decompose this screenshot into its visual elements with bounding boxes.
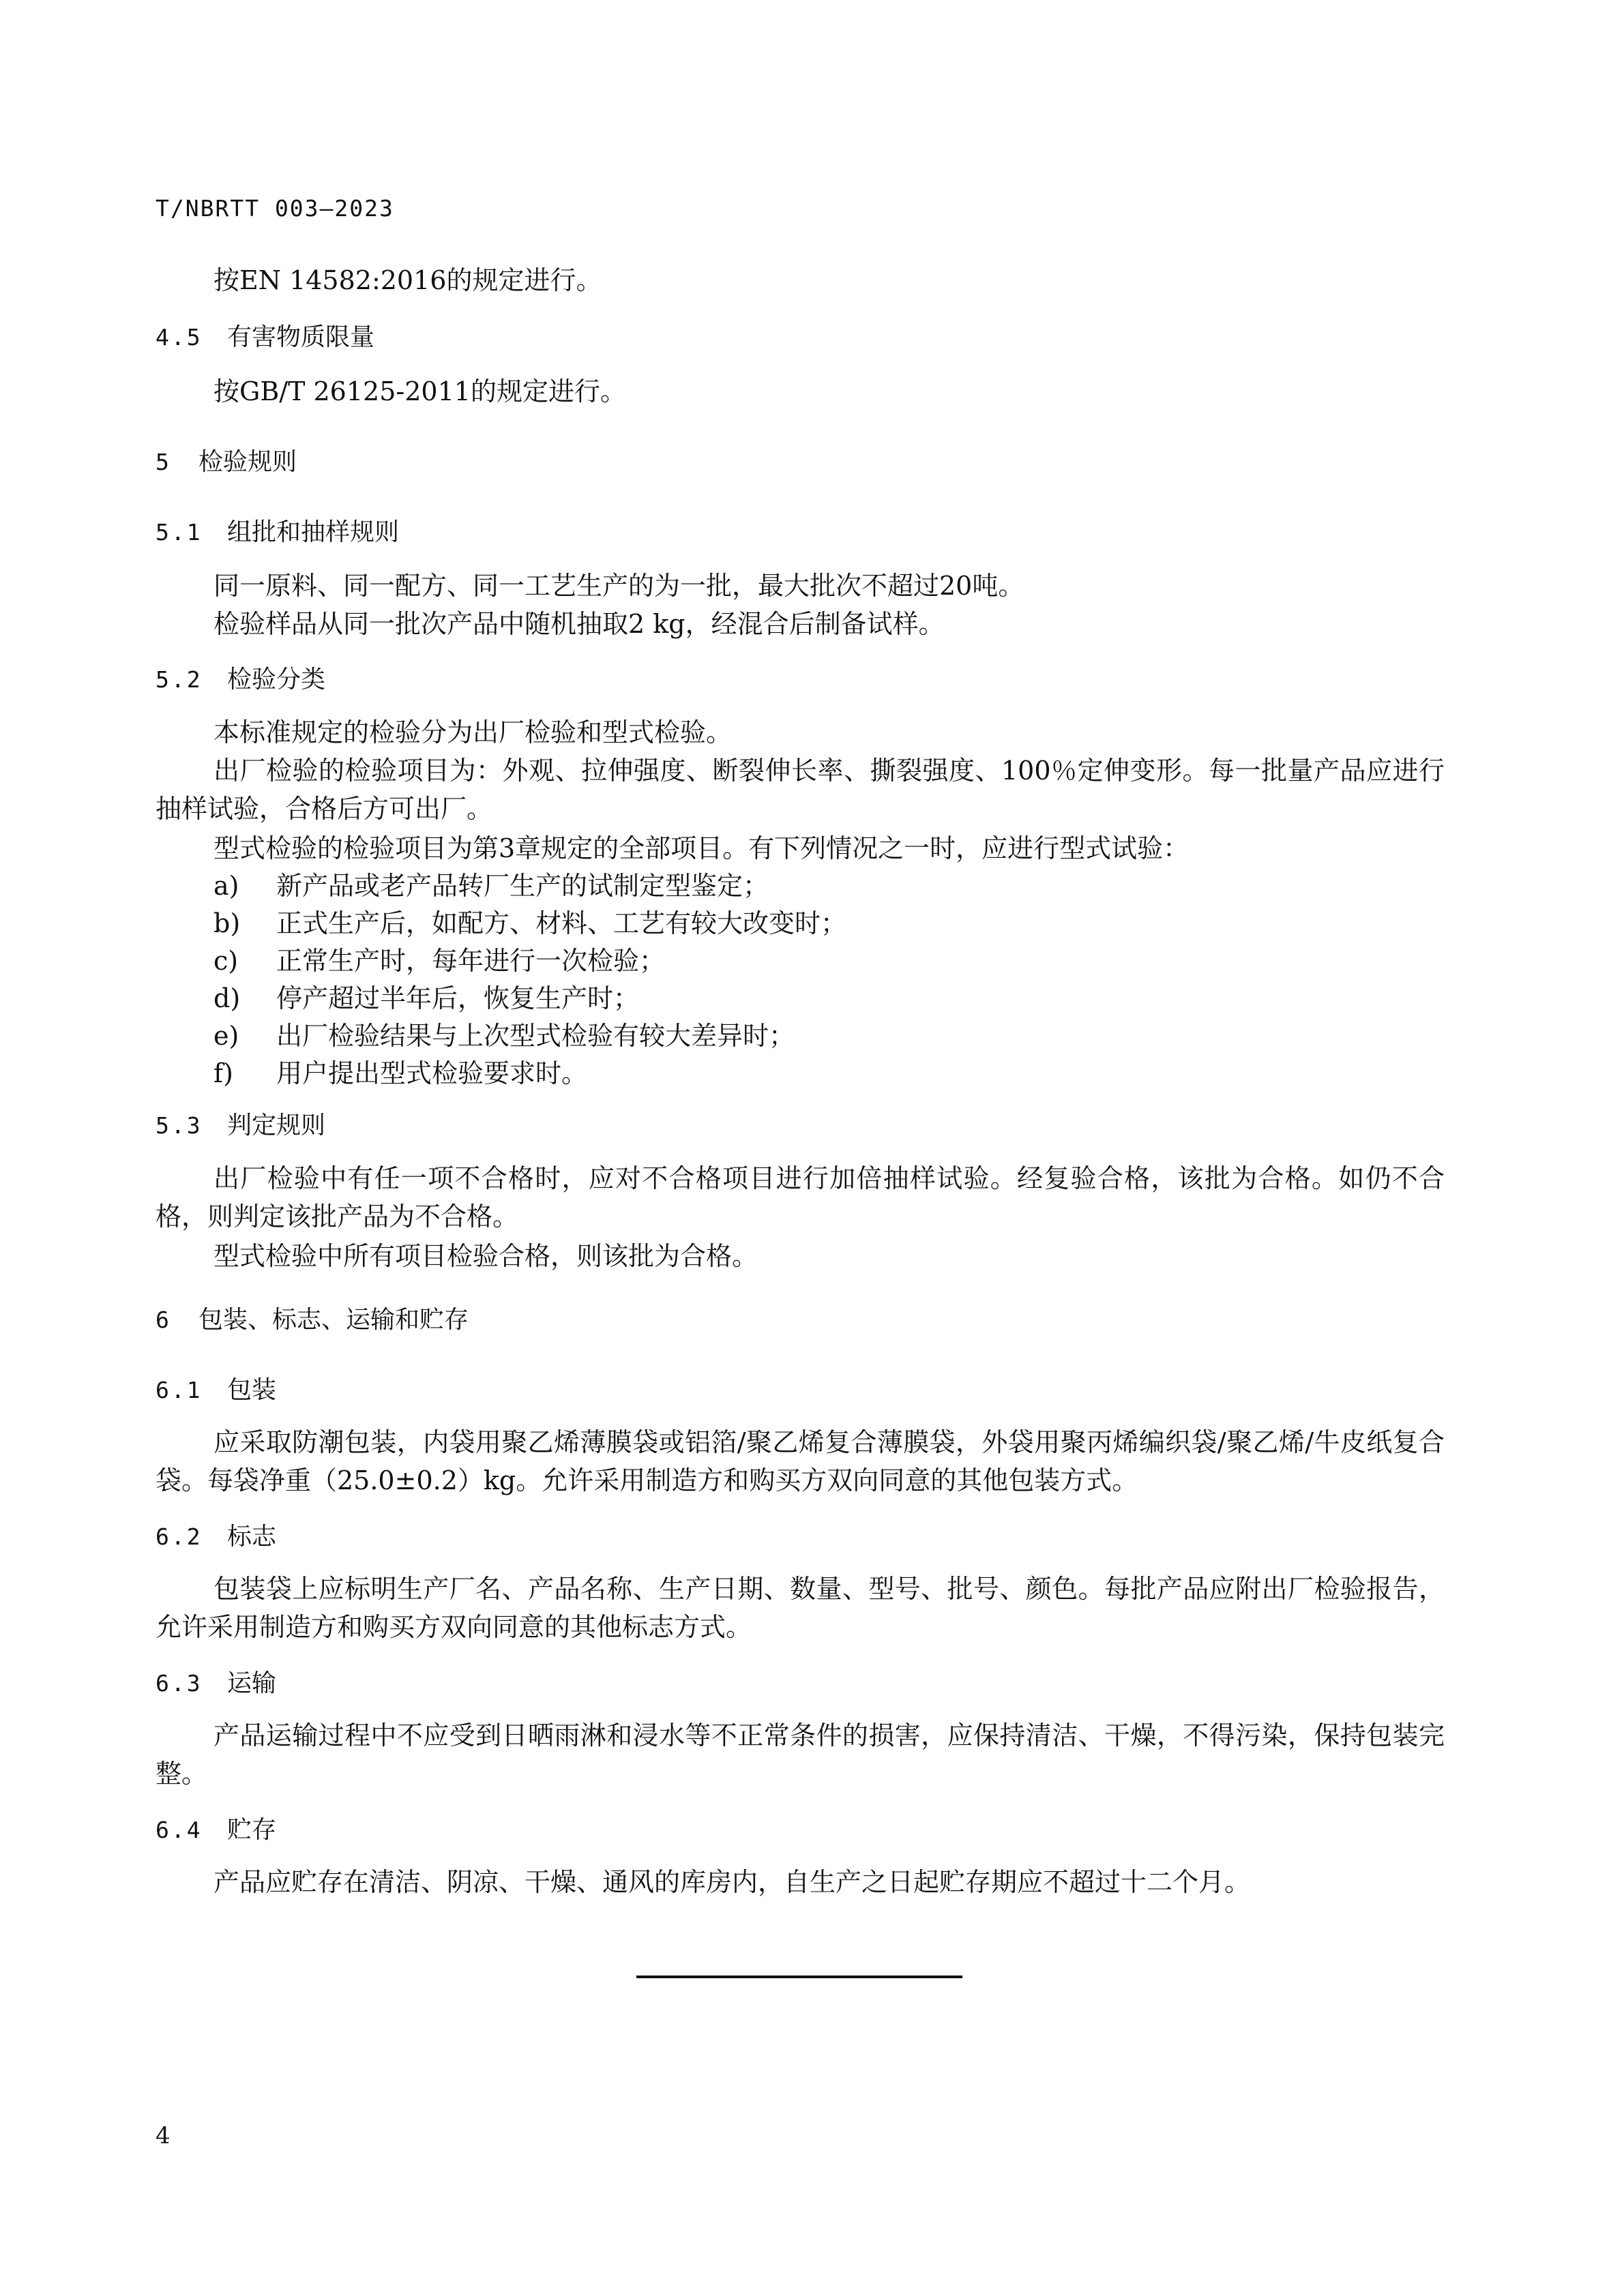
section-number: 4.5 (156, 324, 203, 351)
paragraph-5-2-classes: 本标准规定的检验分为出厂检验和型式检验。 (213, 717, 733, 747)
list-marker: f) (213, 1058, 233, 1088)
section-number: 5.2 (156, 666, 203, 693)
section-heading-6-3 (156, 1671, 276, 1696)
list-marker: b) (213, 908, 241, 938)
list-marker: e) (213, 1021, 239, 1051)
paragraph-5-1-sampling: 检验样品从同一批次产品中随机抽取2 kg，经混合后制备试样。 (213, 609, 945, 639)
section-heading-6-4 (156, 1818, 276, 1843)
list-text: 正常生产时，每年进行一次检验； (276, 946, 666, 976)
chapter-title: 检验规则 (198, 448, 297, 476)
section-heading-5-3 (156, 1114, 325, 1138)
section-number: 5.3 (156, 1112, 203, 1139)
section-title: 包装 (227, 1376, 277, 1404)
paragraph-5-2-factory-inspection: 出厂检验的检验项目为：外观、拉伸强度、断裂伸长率、撕裂强度、100％定伸变形。每一批量产品应进行抽样试验，合格后方可出厂。 (156, 756, 1445, 824)
section-heading-6-2 (156, 1525, 276, 1549)
section-number: 6.4 (156, 1817, 203, 1843)
page-number: 4 (156, 2122, 171, 2149)
section-title: 标志 (227, 1523, 277, 1551)
list-text: 出厂检验结果与上次型式检验有较大差异时； (276, 1021, 795, 1051)
list-marker: a) (213, 871, 239, 901)
list-marker: c) (213, 946, 239, 976)
list-marker: d) (213, 983, 241, 1013)
section-title: 贮存 (227, 1816, 277, 1844)
section-title: 判定规则 (227, 1112, 326, 1139)
list-item-d (213, 985, 639, 1011)
paragraph-5-2-type-inspection: 型式检验的检验项目为第3章规定的全部项目。有下列情况之一时，应进行型式试验： (213, 833, 1190, 863)
section-number: 6.2 (156, 1523, 203, 1550)
chapter-number: 5 (156, 449, 171, 475)
list-item-c (213, 948, 665, 974)
section-heading-5-1 (156, 520, 399, 545)
list-text: 正式生产后，如配方、材料、工艺有较大改变时； (276, 908, 847, 938)
paragraph-6-1-packaging: 应采取防潮包装，内袋用聚乙烯薄膜袋或铝箔/聚乙烯复合薄膜袋，外袋用聚丙烯编织袋/聚乙烯/牛皮纸复合袋。每袋净重（25.0±0.2）kg。允许采用制造方和购买方双向同意的其他包装方式。 (156, 1427, 1445, 1495)
standard-code: T/NBRTT 003—2023 (156, 195, 394, 222)
section-title: 检验分类 (227, 666, 326, 694)
section-number: 6.1 (156, 1377, 203, 1403)
section-title: 有害物质限量 (227, 323, 375, 351)
paragraph-5-3-rule: 出厂检验中有任一项不合格时，应对不合格项目进行加倍抽样试验。经复验合格，该批为合格。如仍不合格，则判定该批产品为不合格。 (156, 1163, 1445, 1232)
chapter-heading-6 (156, 1308, 469, 1332)
chapter-number: 6 (156, 1307, 171, 1333)
paragraph-5-1-batch: 同一原料、同一配方、同一工艺生产的为一批，最大批次不超过20吨。 (213, 571, 1024, 601)
paragraph-6-2-marking: 包装袋上应标明生产厂名、产品名称、生产日期、数量、型号、批号、颜色。每批产品应附出厂检验报告，允许采用制造方和购买方双向同意的其他标志方式。 (156, 1574, 1445, 1642)
section-heading-6-1 (156, 1378, 276, 1403)
section-title: 运输 (227, 1669, 277, 1697)
section-number: 5.1 (156, 519, 203, 546)
paragraph-6-4-storage: 产品应贮存在清洁、阴凉、干燥、通风的库房内，自生产之日起贮存期应不超过十二个月。 (213, 1867, 1251, 1897)
list-text: 停产超过半年后，恢复生产时； (276, 983, 640, 1013)
section-number: 6.3 (156, 1670, 203, 1697)
section-heading-4-5 (156, 325, 374, 350)
section-heading-5-2 (156, 668, 325, 692)
list-text: 用户提出型式检验要求时。 (276, 1058, 588, 1088)
paragraph-4-5: 按GB/T 26125-2011的规定进行。 (213, 376, 626, 406)
list-item-a (213, 873, 769, 899)
paragraph-intro: 按EN 14582:2016的规定进行。 (213, 265, 602, 295)
chapter-heading-5 (156, 450, 297, 475)
paragraph-6-3-transport: 产品运输过程中不应受到日晒雨淋和浸水等不正常条件的损害，应保持清洁、干燥，不得污染，保持包装完整。 (156, 1720, 1445, 1789)
list-item-b (213, 910, 846, 936)
section-title: 组批和抽样规则 (227, 518, 400, 546)
paragraph-5-3-type-result: 型式检验中所有项目检验合格，则该批为合格。 (213, 1241, 758, 1271)
list-item-e (213, 1023, 795, 1049)
list-text: 新产品或老产品转厂生产的试制定型鉴定； (276, 871, 769, 901)
list-item-f (213, 1060, 587, 1086)
chapter-title: 包装、标志、运输和贮存 (198, 1306, 469, 1334)
end-of-document-rule (636, 1976, 962, 1978)
